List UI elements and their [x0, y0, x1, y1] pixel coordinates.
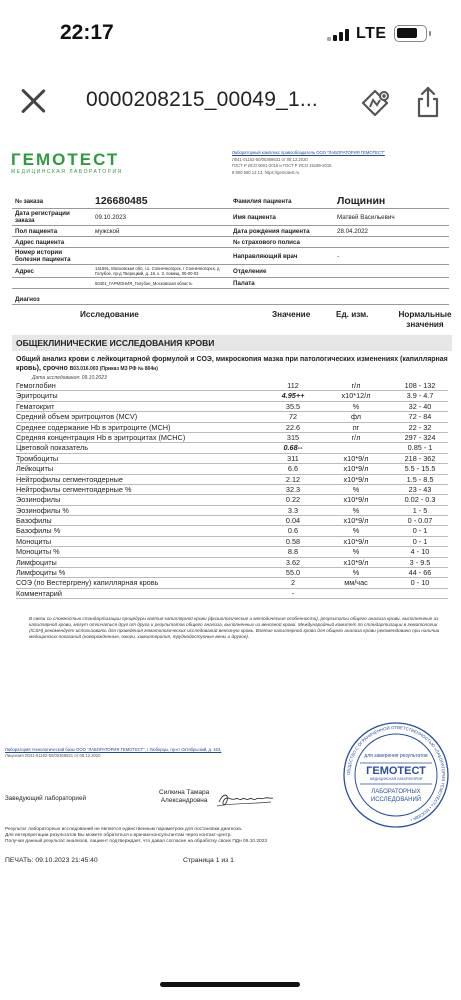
status-bar: [0, 0, 461, 66]
result-row: [16, 454, 448, 464]
head-label: Заведующий лабораторией: [5, 795, 86, 802]
result-row: [16, 547, 448, 557]
result-row: [16, 381, 448, 391]
registration-date: 09.10.2023: [92, 209, 230, 226]
page-number: Страница 1 из 1: [183, 857, 234, 864]
patient-address-label: Адрес пациента: [12, 237, 92, 248]
result-row: [16, 423, 448, 433]
registration-date-label: Дата регистрации заказа: [12, 209, 92, 226]
result-value: 0.6: [287, 526, 299, 536]
result-value: 4.95++: [281, 391, 305, 401]
result-reference: 0 - 0.07: [407, 516, 433, 526]
result-name: Средний объем эритроцитов (MCV): [16, 412, 138, 422]
result-name: Базофилы %: [16, 526, 61, 536]
study-date: Дата исследования: 09.10.2023: [32, 375, 107, 381]
result-name: Среднее содержание Hb в эритроците (MCH): [16, 422, 171, 432]
capillary-note: В связи со сложностью стандартизации процедуры взятия капиллярной крови (физиологические и методические особенности), результаты общего анализа крови, выполненные из капиллярной крови, могут отличаться друг от друга и результатов общего анализа, выполненных из венозной крови. Международный комитет по стандартизации в гематологии (ICSH) рекомендует использовать для проведения гематологических исследований венозную кровь. Взятие капиллярной крови для общего анализа крови рекомендовано при наличии медицинских показаний (новорожденные, ожоги, химиотерапия, труднодоступные вены и другое).: [29, 616, 440, 639]
result-reference: 4 - 10: [410, 547, 430, 557]
result-unit: x10*12/л: [341, 391, 371, 401]
close-icon[interactable]: [20, 88, 46, 114]
result-reference: 1 - 5: [412, 505, 428, 515]
result-unit: x10*9/л: [343, 474, 369, 484]
test-subtitle: [16, 355, 448, 374]
result-row: [16, 402, 448, 412]
stamp-ring-text: ОБЩЕСТВО С ОГРАНИЧЕННОЙ ОТВЕТСТВЕННОСТЬЮ «ЛАБОРАТОРИЯ ГЕМОТЕСТ» • МОСКВА •: [345, 724, 447, 823]
result-unit: %: [352, 484, 360, 494]
result-name: Гемоглобин: [16, 381, 56, 390]
result-name: Эозинофилы: [16, 495, 61, 505]
result-row: [16, 506, 448, 516]
insurance-label: № страхового полиса: [230, 237, 334, 248]
result-reference: 3.9 - 4.7: [406, 391, 434, 401]
column-value: Значение: [272, 310, 311, 319]
lab-header-line: Лабораторный комплекс правообладатель ООО "ЛАБОРАТОРИЯ ГЕМОТЕСТ": [232, 150, 385, 155]
home-indicator[interactable]: [160, 982, 300, 987]
result-value: 0.58: [285, 536, 301, 546]
result-name: Лейкоциты: [16, 464, 54, 474]
result-name: Лимфоциты: [16, 557, 57, 567]
result-name: Эозинофилы %: [16, 505, 69, 515]
lab-base-line: Лаборатория технологической базы ООО "ЛАБОРАТОРИЯ ГЕМОТЕСТ", г Люберцы, пр-кт Октябрьский, д. 163,: [5, 747, 222, 752]
disclaimer-line: Результат лабораторных исследований не является единственным параметром для постановки диагноза.: [5, 827, 243, 832]
lab-header-info: [232, 150, 385, 176]
head-name-line: Силкина Тамара: [159, 789, 210, 796]
stamp-bottom-1: ЛАБОРАТОРНЫХ: [371, 789, 421, 795]
ward-label: Палата: [230, 278, 334, 289]
result-name: Нейтрофилы сегментоядерные %: [16, 484, 132, 494]
head-name-line: Александровна: [160, 797, 208, 804]
result-value: 0.68--: [283, 443, 303, 453]
result-name: СОЭ (по Вестергрену) капиллярная кровь: [16, 578, 159, 588]
history-label: Номер истории болезни пациента: [12, 248, 92, 265]
result-name: Гематокрит: [16, 401, 55, 411]
result-unit: %: [352, 401, 360, 411]
result-row: [16, 485, 448, 495]
result-reference: 0.85 - 1: [407, 443, 433, 453]
result-reference: 23 - 43: [408, 484, 432, 494]
result-value: 72: [288, 412, 298, 422]
column-test: Исследование: [80, 310, 139, 319]
result-name: Базофилы: [16, 516, 52, 526]
logo-tagline: МЕДИЦИНСКАЯ ЛАБОРАТОРИЯ: [11, 169, 123, 175]
result-unit: x10*9/л: [343, 557, 369, 567]
result-reference: 32 - 40: [408, 401, 432, 411]
result-name: Эритроциты: [16, 391, 58, 401]
diagnosis-label: Диагноз: [12, 295, 449, 305]
result-row: [16, 433, 448, 443]
result-reference: 72 - 84: [408, 412, 432, 422]
lab-base-info: [5, 747, 305, 758]
result-value: 112: [287, 381, 299, 390]
result-row: [16, 443, 448, 453]
result-unit: %: [352, 547, 360, 557]
test-code: В03.016.003 (Приказ МЗ РФ № 804н): [69, 366, 158, 372]
result-row: [16, 495, 448, 505]
disclaimer-line: Для интерпретации результатов Вы можете обратиться к врачам-консультантам через контакт-центр.: [5, 833, 232, 838]
result-value: 3.3: [287, 505, 299, 515]
result-unit: x10*9/л: [343, 495, 369, 505]
result-row: [16, 589, 448, 599]
department-label: Отделение: [230, 265, 334, 278]
result-row: [16, 537, 448, 547]
result-name: Цветовой показатель: [16, 443, 88, 453]
share-icon[interactable]: [413, 86, 443, 118]
lab-license-line: Лицензия Л041-01162-50/00369631 от 08.12.2020: [5, 752, 101, 758]
sex-label: Пол пациента: [12, 226, 92, 237]
result-value: 35.5: [285, 401, 301, 411]
result-row: [16, 475, 448, 485]
result-value: -: [291, 588, 295, 598]
patient-surname: Лощинин: [334, 194, 449, 209]
result-unit: x10*9/л: [343, 453, 369, 463]
result-unit: x10*9/л: [343, 516, 369, 526]
test-name: Общий анализ крови с лейкоцитарной формулой и СОЭ, микроскопия мазка при патологических изменениях (капиллярная кровь), срочно: [16, 356, 448, 372]
stamp-brand-sub: МЕДИЦИНСКАЯ ЛАБОРАТОРИЯ: [369, 777, 423, 781]
result-value: 8.8: [287, 547, 299, 557]
patient-dob: 28.04.2022: [334, 226, 449, 237]
disclaimer: [5, 827, 335, 845]
result-unit: %: [352, 526, 360, 536]
name-label: Имя пациента: [230, 209, 334, 226]
stamp-bottom-2: ИССЛЕДОВАНИЙ: [370, 797, 422, 803]
result-reference: 0.02 - 0.3: [404, 495, 436, 505]
result-row: [16, 412, 448, 422]
result-value: 2: [290, 578, 296, 588]
doctor-label: Направляющий врач: [230, 248, 334, 265]
result-name: Комментарий: [16, 588, 62, 598]
result-reference: 3 - 9.5: [409, 557, 431, 567]
disclaimer-line: Получая данный результат анализов, пациент подтверждает, что давал согласие на обработку своих ПДн 09.10.2023: [5, 839, 268, 844]
result-value: 0.22: [285, 495, 301, 505]
result-name: Лимфоциты %: [16, 568, 66, 578]
network-label: LTE: [356, 25, 387, 42]
result-value: 22.6: [285, 422, 301, 432]
result-row: [16, 526, 448, 536]
result-reference: 297 - 324: [404, 432, 436, 442]
office-value: 50401_ГАРМОНИЯ_Голубое_Московская область: [92, 278, 230, 289]
markup-icon[interactable]: [360, 88, 390, 118]
result-reference: 0 - 1: [412, 536, 428, 546]
patient-info-table: [12, 194, 449, 289]
result-reference: 22 - 32: [408, 422, 432, 432]
clock: 22:17: [60, 21, 114, 44]
surname-label: Фамилия пациента: [230, 194, 334, 209]
patient-address: 141551, Московская обл, г.о. Солнечногорск, г Солнечногорск, д Голубое, пр-д Тверецкий, д. 16, к. 3, помещ. 00-00-03: [92, 265, 230, 278]
result-value: 311: [287, 453, 299, 463]
logo-name: ГЕМОТЕСТ: [11, 150, 120, 169]
result-row: [16, 516, 448, 526]
results-table: [16, 381, 448, 599]
result-name: Моноциты: [16, 536, 52, 546]
lab-header-line: Л041-01162-50/00369631 от 08.12.2020: [232, 156, 308, 162]
result-value: 3.62: [285, 557, 301, 567]
patient-sex: мужской: [92, 226, 230, 237]
result-reference: 5.5 - 15.5: [404, 464, 436, 474]
result-value: 55.0: [285, 568, 301, 578]
result-reference: 108 - 132: [404, 381, 436, 390]
section-title: ОБЩЕКЛИНИЧЕСКИЕ ИССЛЕДОВАНИЯ КРОВИ: [12, 335, 452, 351]
result-unit: %: [352, 568, 360, 578]
result-unit: мм/час: [344, 578, 368, 588]
stamp-brand: ГЕМОТЕСТ: [366, 765, 426, 777]
result-value: 32.3: [285, 484, 301, 494]
result-reference: 44 - 66: [408, 568, 432, 578]
document-nav-bar: [0, 66, 461, 138]
lab-header-line: 8 800 550 13 13, https://gemotest.ru: [232, 169, 300, 175]
result-unit: пг: [352, 422, 360, 432]
document-title: 0000208215_00049_1...: [86, 88, 318, 111]
result-reference: 0 - 1: [412, 526, 428, 536]
result-row: [16, 464, 448, 474]
result-value: 2.12: [285, 474, 301, 484]
order-number: 126680485: [92, 194, 230, 209]
result-unit: фл: [350, 412, 362, 422]
result-row: [16, 391, 448, 401]
column-unit: Ед. изм.: [336, 310, 369, 319]
lab-stamp: [342, 721, 450, 829]
result-name: Тромбоциты: [16, 453, 59, 463]
column-reference: Нормальные значения: [398, 310, 452, 329]
result-value: 6.6: [287, 464, 299, 474]
address-label: Адрес: [12, 265, 92, 278]
result-value: 0.04: [285, 516, 301, 526]
head-name: [159, 789, 209, 805]
result-unit: г/л: [351, 381, 361, 390]
result-reference: 1.5 - 8.5: [406, 474, 434, 484]
result-value: 315: [286, 432, 300, 442]
result-unit: x10*9/л: [343, 464, 369, 474]
result-name: Нейтрофилы сегментоядерные: [16, 474, 123, 484]
doctor-value: -: [334, 248, 449, 265]
result-row: [16, 568, 448, 578]
result-name: Моноциты %: [16, 547, 60, 557]
signal-icon: [327, 29, 349, 41]
dob-label: Дата рождения пациента: [230, 226, 334, 237]
result-reference: 218 - 362: [404, 453, 436, 463]
stamp-top-text: для заверения результатов: [364, 753, 428, 759]
result-reference: 0 - 10: [410, 578, 430, 588]
result-unit: %: [352, 505, 360, 515]
lab-report: [0, 138, 461, 1000]
order-label: № заказа: [12, 194, 92, 209]
lab-header-line: ГОСТ Р ИСО 9001-2015 и ГОСТ Р ИСО 15189-2015: [232, 163, 332, 168]
signature: [215, 787, 275, 811]
result-unit: x10*9/л: [343, 536, 369, 546]
battery-icon: [394, 25, 427, 42]
result-row: [16, 578, 448, 588]
print-timestamp: ПЕЧАТЬ: 09.10.2023 21:45:40: [5, 857, 98, 864]
patient-name: Матвей Васильевич: [334, 209, 449, 226]
result-name: Средняя концентрация Hb в эритроцитах (MCHC): [16, 432, 186, 442]
result-row: [16, 558, 448, 568]
gemotest-logo: [11, 150, 123, 175]
result-unit: г/л: [351, 432, 361, 442]
